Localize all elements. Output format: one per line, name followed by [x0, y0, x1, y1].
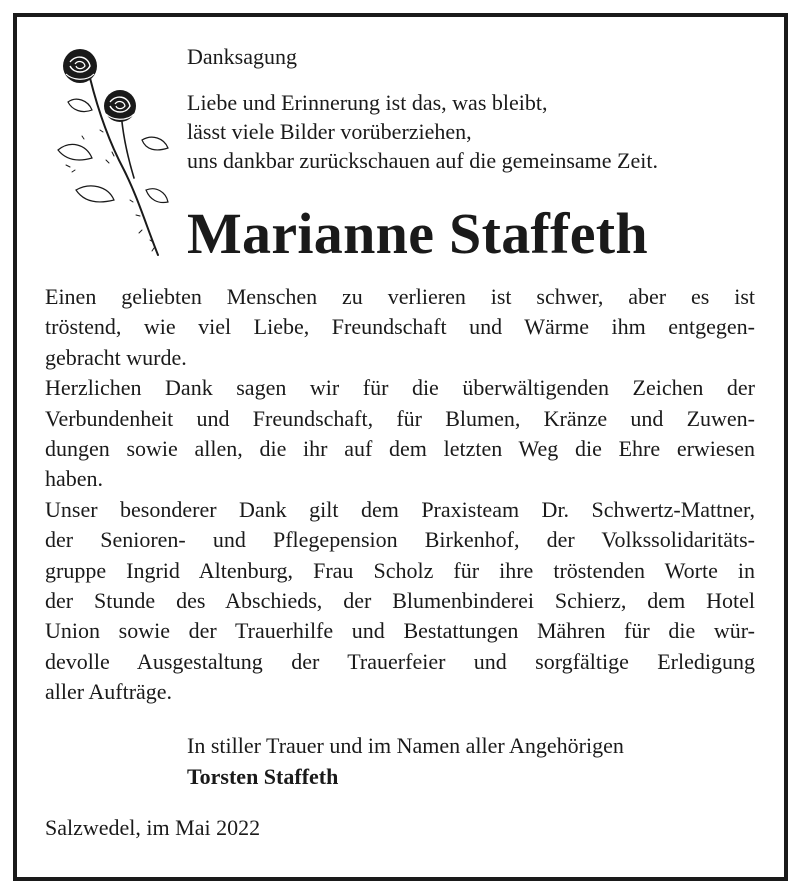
thanks-line: Unser besonderer Dank gilt dem Praxisteam Dr. Schwertz-Mattner, — [45, 496, 755, 522]
poem-line: uns dankbar zurückschauen auf die gemeinsame Zeit. — [187, 148, 658, 173]
signoff-block — [187, 730, 624, 792]
thanks-line: Union sowie der Trauerhilfe und Bestattungen Mähren für die wür- — [45, 618, 755, 644]
thanks-line: haben. — [45, 466, 104, 492]
signer-name: Torsten Staffeth — [187, 764, 339, 789]
thanks-line: dungen sowie allen, die ihr auf dem letzten Weg die Ehre erwiesen — [45, 435, 755, 461]
thanks-line: devolle Ausgestaltung der Trauerfeier und sorgfältige Erledigung — [45, 648, 755, 674]
signoff-text: In stiller Trauer und im Namen aller Angehörigen — [187, 733, 624, 758]
poem — [187, 88, 658, 175]
place-date: Salzwedel, im Mai 2022 — [45, 815, 261, 840]
thanks-line: Verbundenheit und Freundschaft, für Blumen, Kränze und Zuwen- — [45, 405, 755, 431]
poem-line: lässt viele Bilder vorüberziehen, — [187, 119, 472, 144]
thanks-line: Einen geliebten Menschen zu verlieren ist schwer, aber es ist — [45, 284, 755, 309]
thanks-line: Herzlichen Dank sagen wir für die überwältigenden Zeichen der — [45, 375, 755, 401]
thanks-line: der Stunde des Abschieds, der Blumenbinderei Schierz, dem Hotel — [45, 587, 755, 613]
rose-icon — [46, 40, 176, 265]
thanks-line: tröstend, wie viel Liebe, Freundschaft und Wärme ihm entgegen- — [45, 314, 755, 340]
thanks-line: gebracht wurde. — [45, 344, 187, 370]
thanks-line: aller Aufträge. — [45, 679, 173, 705]
thanks-line: gruppe Ingrid Altenburg, Frau Scholz für ihre tröstenden Worte in — [45, 557, 755, 583]
thanks-text — [45, 282, 755, 707]
deceased-name: Marianne Staffeth — [187, 201, 648, 266]
notice-heading: Danksagung — [187, 44, 297, 69]
poem-line: Liebe und Erinnerung ist das, was bleibt, — [187, 90, 548, 115]
thanks-line: der Senioren- und Pflegepension Birkenhof, der Volkssolidaritäts- — [45, 527, 755, 553]
